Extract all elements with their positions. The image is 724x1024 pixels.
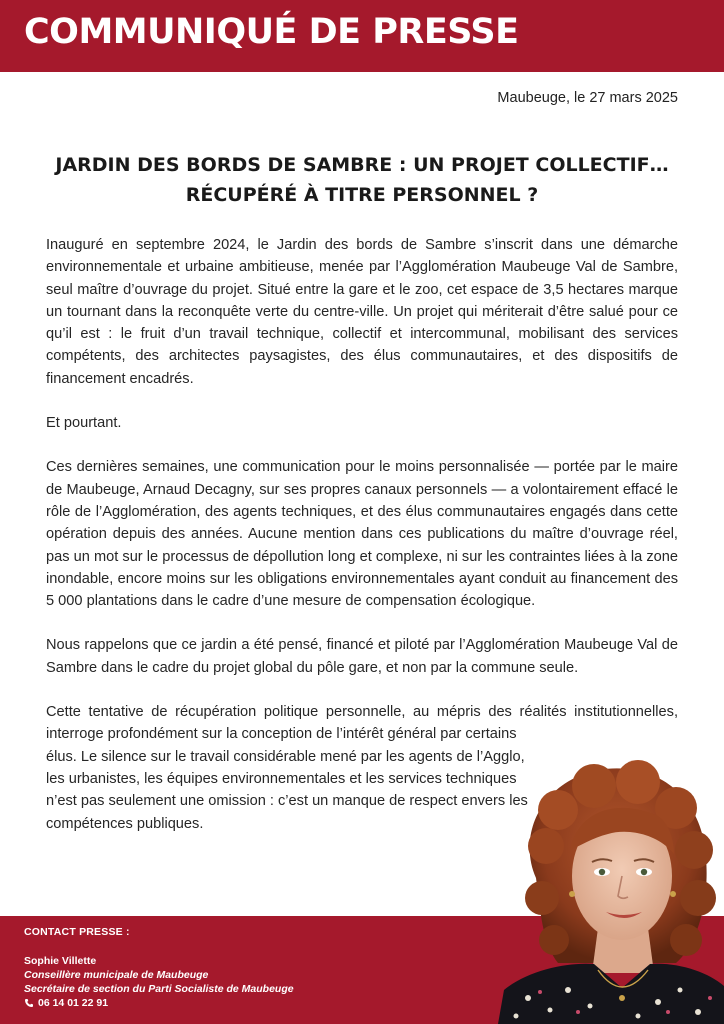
headline-line-1: JARDIN DES BORDS DE SAMBRE : UN PROJET COLLECTIF…	[55, 154, 669, 176]
contact-phone	[24, 997, 108, 1009]
header-banner	[0, 0, 724, 72]
paragraph-3: Ces dernières semaines, une communication pour le moins personnalisée — portée par le maire de Maubeuge, Arnaud Decagny, sur ses propres canaux personnels — a volontairement effacé le rôle de l’Agglomération, des agents techniques, et des élus communautaires engagés dans cette opération depuis des années. Aucune mention dans ces publications du maître d’ouvrage réel, pas un mot sur le processus de dépollution long et complexe, ni sur les contraintes liées à la zone inondable, encore moins sur les obligations environnementales ayant conduit au financement des 5 000 plantations dans le cadre d’une mesure de compensation écologique.	[46, 459, 678, 610]
headline	[30, 150, 694, 210]
contact-role-party: Secrétaire de section du Parti Socialiste de Maubeuge	[24, 983, 294, 995]
portrait-photo	[498, 758, 724, 1024]
phone-icon	[24, 998, 34, 1008]
contact-label: CONTACT PRESSE :	[24, 926, 130, 938]
paragraph-2: Et pourtant.	[46, 415, 122, 432]
contact-phone-number: 06 14 01 22 91	[38, 997, 109, 1009]
document-type-title: COMMUNIQUÉ DE PRESSE	[24, 12, 519, 52]
contact-role-council: Conseillère municipale de Maubeuge	[24, 969, 209, 981]
paragraph-5-rest: élus. Le silence sur le travail considérable mené par les agents de l’Agglo, les urbanistes, les équipes environnementales et les services techniques n’est pas seulement une omission : c’est un manque de respect envers les compétences publiques.	[46, 748, 528, 832]
dateline: Maubeuge, le 27 mars 2025	[497, 90, 678, 106]
paragraph-4: Nous rappelons que ce jardin a été pensé, financé et piloté par l’Agglomération Maubeuge Val de Sambre dans le cadre du projet global du pôle gare, et non par la commune seule.	[46, 637, 678, 676]
headline-line-2: RÉCUPÉRÉ À TITRE PERSONNEL ?	[185, 184, 539, 206]
paragraph-5-intro: Cette tentative de récupération politique personnelle, au mépris des réalités institutionnelles, interroge profondément sur la conception de l’intérêt général par certains	[46, 704, 678, 743]
paragraph-1: Inauguré en septembre 2024, le Jardin des bords de Sambre s’inscrit dans une démarche environnementale et urbaine ambitieuse, menée par l’Agglomération Maubeuge Val de Sambre, seul maître d’ouvrage du projet. Situé entre la gare et le zoo, cet espace de 3,5 hectares marque un tournant dans la reconquête verte du centre-ville. Un projet qui mériterait d’être salué pour ce qu’il est : le fruit d’un travail technique, collectif et intercommunal, mobilisant des services compétents, des architectes paysagistes, des élus communautaires, et des dispositifs de financement encadrés.	[46, 237, 678, 387]
contact-name: Sophie Villette	[24, 955, 97, 967]
